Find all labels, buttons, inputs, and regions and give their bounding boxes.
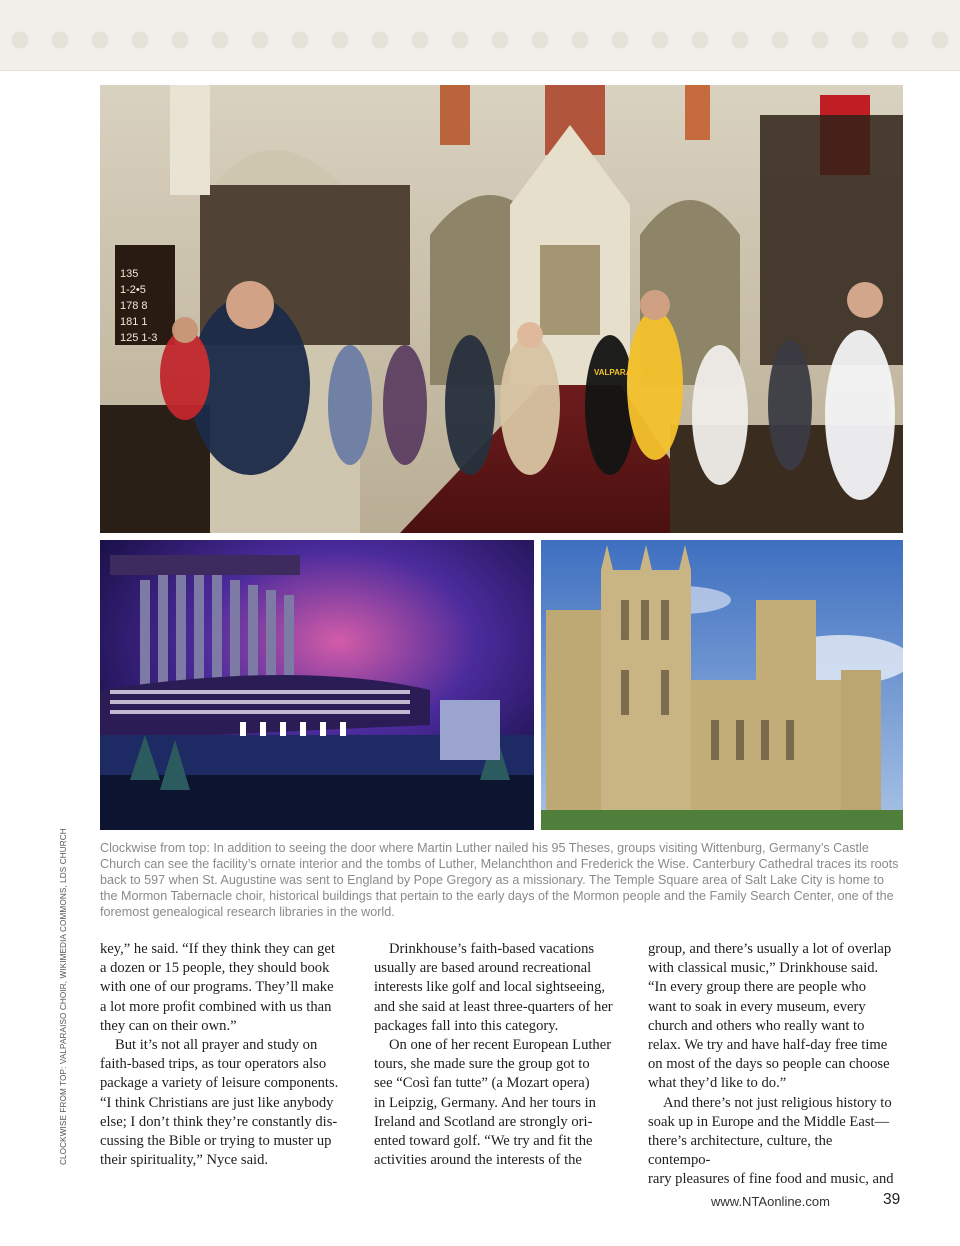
page-number: 39: [883, 1191, 901, 1208]
hymn-number-4: 181 1: [120, 316, 148, 328]
paragraph: On one of her recent European Luther tours, she made sure the group got to see “Così fan tutte” (a Mozart opera) in Leipzig, Germany. And her tours in Ireland and Scotland are strongly ori- ented toward golf. “We try and fit the activities around the interests of the: [374, 1037, 612, 1169]
hymn-number-3: 178 8: [120, 300, 148, 312]
scrollwork-ornament: [0, 18, 960, 62]
hymn-number-1: 135: [120, 268, 139, 280]
decorative-header-banner: [0, 0, 960, 71]
paragraph: And there’s not just religious history to soak up in Europe and the Middle East— there’s architecture, culture, the contempo- rary pleasures of fine food and music, and: [648, 1094, 894, 1188]
paragraph: key,” he said. “If they think they can get a dozen or 15 people, they should book with one of our programs. They’ll make a lot more profit combined with us than they can on their own.”: [100, 941, 335, 1034]
article-column-2: [374, 940, 624, 1170]
article-column-1: [100, 940, 350, 1170]
hymn-number-2: 1-2•5: [120, 284, 146, 296]
paragraph: Drinkhouse’s faith-based vacations usually are based around recreational interests like golf and local sightseeing, and she said at least three-quarters of her packages fall into this category.: [374, 941, 613, 1034]
hymn-number-5: 125 1-3: [120, 332, 158, 344]
photo-caption: Clockwise from top: In addition to seeing the door where Martin Luther nailed his 95 Theses, groups visiting Wittenburg, Germany’s Castle Church can see the facility’s ornate interior and the tombs of Luther, Melanchthon and Frederick the Wise. Canterbury Cathedral traces its roots back to 597 when St. Augustine was sent to England by Pope Gregory as a missionary. The Temple Square area of Salt Lake City is home to the Mormon Tabernacle choir, historical buildings that pertain to the early days of the Mormon people and the Family Search Center, one of the foremost genealogical research libraries in the world.: [100, 841, 899, 919]
shirt-text: VALPARAISO: [594, 368, 646, 377]
paragraph: group, and there’s usually a lot of overlap with classical music,” Drinkhouse said. “In every group there are people who want to soak in every museum, every church and others who really want to relax. We try and have half-day free time on most of the days so people can choose what they’d like to do.”: [648, 941, 892, 1092]
photo-credit: CLOCKWISE FROM TOP: VALPARAISO CHOIR, WIKIMEDIA COMMONS, LDS CHURCH: [59, 828, 68, 1165]
photo-canterbury-cathedral: [541, 540, 903, 830]
paragraph: But it’s not all prayer and study on faith-based trips, as tour operators also package a variety of leisure components. “I think Christians are just like anybody else; I don’t think they’re constantly dis- cussing the Bible or trying to muster up their spirituality,” Nyce said.: [100, 1037, 339, 1169]
article-column-3: [648, 940, 898, 1190]
footer-website-link[interactable]: www.NTAonline.com: [711, 1194, 830, 1209]
photo-castle-church-choir: [100, 85, 903, 533]
photo-tabernacle-choir: [100, 540, 534, 830]
